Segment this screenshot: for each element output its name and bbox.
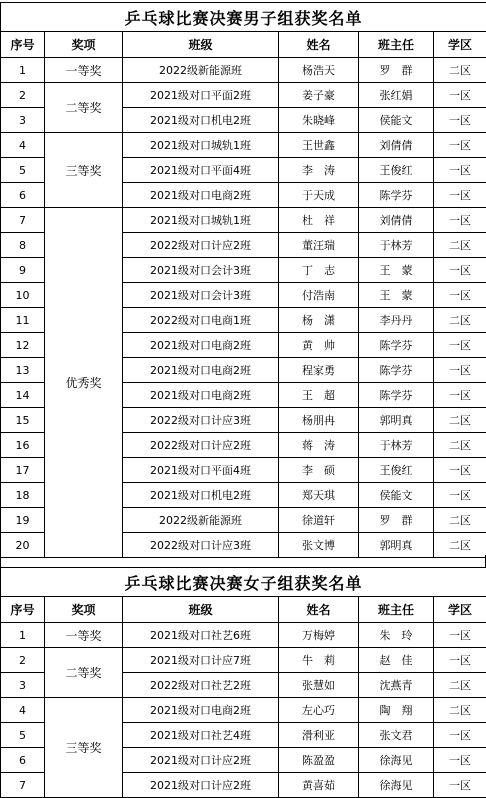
- class-name: 2022级对口计应3班: [123, 408, 279, 433]
- table-row: [1, 648, 486, 673]
- campus: 一区: [434, 483, 486, 508]
- head-teacher: 于林芳: [359, 233, 434, 258]
- row-number: 5: [1, 723, 45, 748]
- row-number: 18: [1, 483, 45, 508]
- award-level: 三等奖: [45, 133, 123, 208]
- head-teacher: 沈燕青: [359, 673, 434, 698]
- student-name: 黄 帅: [279, 333, 359, 358]
- column-header: 序号: [1, 32, 45, 58]
- row-number: 7: [1, 773, 45, 798]
- head-teacher: 徐海见: [359, 748, 434, 773]
- table-row: [1, 208, 486, 233]
- head-teacher: 陈学芬: [359, 183, 434, 208]
- student-name: 李 涛: [279, 158, 359, 183]
- head-teacher: 郭明真: [359, 408, 434, 433]
- table-row: [1, 58, 486, 83]
- table-title: 乒乓球比赛决赛男子组获奖名单: [1, 3, 486, 32]
- student-name: 杨 潇: [279, 308, 359, 333]
- campus: 二区: [434, 308, 486, 333]
- student-name: 姜子豪: [279, 83, 359, 108]
- head-teacher: 王俊红: [359, 458, 434, 483]
- class-name: 2021级对口平面4班: [123, 458, 279, 483]
- campus: 一区: [434, 333, 486, 358]
- class-name: 2021级对口电商2班: [123, 358, 279, 383]
- campus: 二区: [434, 433, 486, 458]
- head-teacher: 罗 群: [359, 58, 434, 83]
- row-number: 3: [1, 673, 45, 698]
- head-teacher: 陈学芬: [359, 358, 434, 383]
- head-teacher: 张红娟: [359, 83, 434, 108]
- student-name: 董汪瑞: [279, 233, 359, 258]
- campus: 一区: [434, 623, 486, 648]
- student-name: 杨浩天: [279, 58, 359, 83]
- student-name: 杜 祥: [279, 208, 359, 233]
- title-row: [1, 3, 486, 32]
- head-teacher: 陈学芬: [359, 333, 434, 358]
- campus: 一区: [434, 358, 486, 383]
- row-number: 16: [1, 433, 45, 458]
- head-teacher: 刘倩倩: [359, 133, 434, 158]
- row-number: 4: [1, 698, 45, 723]
- student-name: 左心巧: [279, 698, 359, 723]
- column-header: 学区: [434, 597, 486, 623]
- row-number: 2: [1, 83, 45, 108]
- campus: 一区: [434, 183, 486, 208]
- campus: 二区: [434, 508, 486, 533]
- class-name: 2021级对口计应2班: [123, 773, 279, 798]
- row-number: 19: [1, 508, 45, 533]
- student-name: 张文博: [279, 533, 359, 558]
- table-title: 乒乓球比赛决赛女子组获奖名单: [1, 568, 486, 597]
- head-teacher: 王俊红: [359, 158, 434, 183]
- award-level: 二等奖: [45, 648, 123, 698]
- student-name: 徐道轩: [279, 508, 359, 533]
- row-number: 6: [1, 183, 45, 208]
- student-name: 付浩南: [279, 283, 359, 308]
- row-number: 6: [1, 748, 45, 773]
- row-number: 2: [1, 648, 45, 673]
- class-name: 2022级对口计应2班: [123, 233, 279, 258]
- column-header: 姓名: [279, 597, 359, 623]
- row-number: 14: [1, 383, 45, 408]
- table-row: [1, 133, 486, 158]
- class-name: 2021级对口机电2班: [123, 108, 279, 133]
- row-number: 1: [1, 623, 45, 648]
- class-name: 2022级对口计应3班: [123, 533, 279, 558]
- head-teacher: 侯能文: [359, 108, 434, 133]
- campus: 一区: [434, 383, 486, 408]
- class-name: 2021级对口城轨1班: [123, 208, 279, 233]
- head-teacher: 赵 佳: [359, 648, 434, 673]
- class-name: 2021级对口城轨1班: [123, 133, 279, 158]
- head-teacher: 朱 玲: [359, 623, 434, 648]
- class-name: 2021级对口计应2班: [123, 748, 279, 773]
- student-name: 程家勇: [279, 358, 359, 383]
- campus: 二区: [434, 408, 486, 433]
- row-number: 12: [1, 333, 45, 358]
- head-teacher: 李丹丹: [359, 308, 434, 333]
- student-name: 于天成: [279, 183, 359, 208]
- column-header: 奖项: [45, 597, 123, 623]
- class-name: 2021级对口会计3班: [123, 258, 279, 283]
- student-name: 张慧如: [279, 673, 359, 698]
- head-teacher: 刘倩倩: [359, 208, 434, 233]
- class-name: 2021级对口电商2班: [123, 383, 279, 408]
- campus: 一区: [434, 133, 486, 158]
- student-name: 王 超: [279, 383, 359, 408]
- row-number: 8: [1, 233, 45, 258]
- column-header: 奖项: [45, 32, 123, 58]
- class-name: 2021级对口平面2班: [123, 83, 279, 108]
- class-name: 2021级对口会计3班: [123, 283, 279, 308]
- column-header: 班级: [123, 32, 279, 58]
- row-number: 13: [1, 358, 45, 383]
- student-name: 朱晓峰: [279, 108, 359, 133]
- table-row: [1, 83, 486, 108]
- class-name: 2022级对口社艺2班: [123, 673, 279, 698]
- class-name: 2022级新能源班: [123, 508, 279, 533]
- campus: 一区: [434, 748, 486, 773]
- campus: 一区: [434, 108, 486, 133]
- campus: 一区: [434, 158, 486, 183]
- student-name: 万梅婷: [279, 623, 359, 648]
- student-name: 李 硕: [279, 458, 359, 483]
- head-teacher: 王 蒙: [359, 283, 434, 308]
- class-name: 2022级新能源班: [123, 58, 279, 83]
- campus: 二区: [434, 233, 486, 258]
- campus: 一区: [434, 283, 486, 308]
- column-header: 班主任: [359, 32, 434, 58]
- class-name: 2021级对口社艺6班: [123, 623, 279, 648]
- class-name: 2021级对口电商2班: [123, 333, 279, 358]
- class-name: 2022级对口计应2班: [123, 433, 279, 458]
- campus: 一区: [434, 458, 486, 483]
- row-number: 3: [1, 108, 45, 133]
- row-number: 5: [1, 158, 45, 183]
- women-award-table: [0, 567, 486, 798]
- campus: 二区: [434, 533, 486, 558]
- student-name: 蒋 涛: [279, 433, 359, 458]
- table-row: [1, 623, 486, 648]
- campus: 一区: [434, 773, 486, 798]
- section-gap: [0, 555, 486, 567]
- row-number: 4: [1, 133, 45, 158]
- class-name: 2021级对口社艺4班: [123, 723, 279, 748]
- column-header: 班级: [123, 597, 279, 623]
- head-teacher: 王 蒙: [359, 258, 434, 283]
- head-teacher: 于林芳: [359, 433, 434, 458]
- header-row: [1, 32, 486, 58]
- award-level: 一等奖: [45, 58, 123, 83]
- header-row: [1, 597, 486, 623]
- head-teacher: 陶 翔: [359, 698, 434, 723]
- campus: 一区: [434, 208, 486, 233]
- class-name: 2021级对口计应7班: [123, 648, 279, 673]
- campus: 一区: [434, 648, 486, 673]
- award-level: 优秀奖: [45, 208, 123, 558]
- campus: 二区: [434, 58, 486, 83]
- head-teacher: 罗 群: [359, 508, 434, 533]
- column-header: 学区: [434, 32, 486, 58]
- award-level: 二等奖: [45, 83, 123, 133]
- class-name: 2021级对口平面4班: [123, 158, 279, 183]
- campus: 一区: [434, 723, 486, 748]
- head-teacher: 陈学芬: [359, 383, 434, 408]
- class-name: 2022级对口电商1班: [123, 308, 279, 333]
- head-teacher: 张文君: [359, 723, 434, 748]
- student-name: 郑天琪: [279, 483, 359, 508]
- column-header: 序号: [1, 597, 45, 623]
- column-header: 班主任: [359, 597, 434, 623]
- student-name: 杨朋冉: [279, 408, 359, 433]
- class-name: 2021级对口电商2班: [123, 698, 279, 723]
- title-row: [1, 568, 486, 597]
- class-name: 2021级对口电商2班: [123, 183, 279, 208]
- row-number: 15: [1, 408, 45, 433]
- row-number: 11: [1, 308, 45, 333]
- row-number: 10: [1, 283, 45, 308]
- head-teacher: 徐海见: [359, 773, 434, 798]
- row-number: 17: [1, 458, 45, 483]
- class-name: 2021级对口机电2班: [123, 483, 279, 508]
- student-name: 牛 莉: [279, 648, 359, 673]
- student-name: 王世鑫: [279, 133, 359, 158]
- award-level: 三等奖: [45, 698, 123, 798]
- column-header: 姓名: [279, 32, 359, 58]
- campus: 二区: [434, 673, 486, 698]
- campus: 二区: [434, 698, 486, 723]
- student-name: 丁 志: [279, 258, 359, 283]
- head-teacher: 侯能文: [359, 483, 434, 508]
- table-row: [1, 698, 486, 723]
- student-name: 陈盈盈: [279, 748, 359, 773]
- award-level: 一等奖: [45, 623, 123, 648]
- student-name: 黄喜茹: [279, 773, 359, 798]
- campus: 一区: [434, 83, 486, 108]
- men-award-table: [0, 2, 486, 558]
- row-number: 7: [1, 208, 45, 233]
- student-name: 滑利亚: [279, 723, 359, 748]
- campus: 一区: [434, 258, 486, 283]
- row-number: 1: [1, 58, 45, 83]
- head-teacher: 郭明真: [359, 533, 434, 558]
- row-number: 9: [1, 258, 45, 283]
- row-number: 20: [1, 533, 45, 558]
